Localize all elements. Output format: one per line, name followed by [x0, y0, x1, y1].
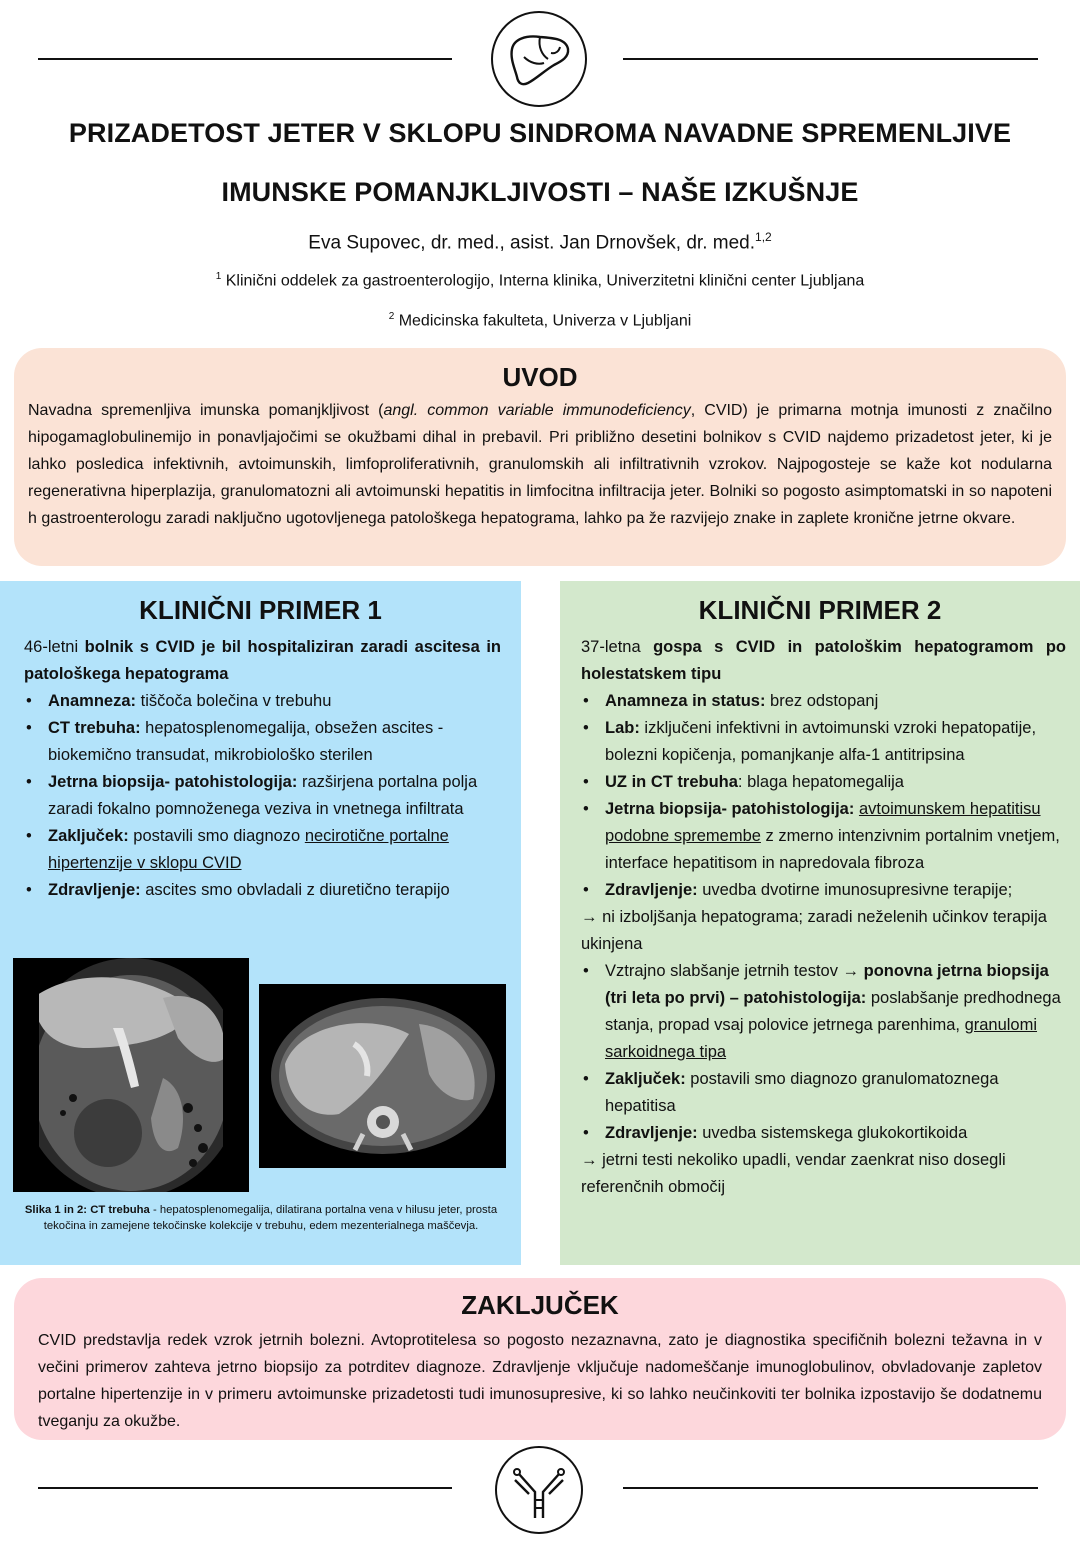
zakljucek-heading: ZAKLJUČEK — [461, 1290, 619, 1320]
uvod-text-a: Navadna spremenljiva imunska pomanjkljivost ( — [28, 402, 384, 419]
list-item — [24, 715, 501, 769]
case2-arrow-note-2: → jetrni testi nekoliko upadli, vendar zaenkrat niso dosegli referenčnih območij — [581, 1151, 1006, 1196]
item-text: tiščoča bolečina v trebuhu — [136, 692, 332, 710]
poster-title-line-1: PRIZADETOST JETER V SKLOPU SINDROMA NAVADNE SPREMENLJIVE — [68, 118, 1012, 148]
list-item — [581, 769, 1066, 796]
case2-section — [560, 581, 1080, 1265]
item-label: Zdravljenje: — [605, 1124, 698, 1142]
liver-icon — [491, 11, 587, 107]
item-label: Lab: — [605, 719, 640, 737]
item-label: Anamneza in status: — [605, 692, 766, 710]
authors — [0, 230, 1080, 254]
item-text: brez odstopanj — [765, 692, 879, 710]
item-text: uvedba dvotirne imunosupresivne terapije; — [697, 881, 1013, 899]
uvod-text-italic: angl. common variable immunodeficiency — [383, 402, 691, 419]
list-item — [581, 1120, 1066, 1147]
case2-heading: KLINIČNI PRIMER 2 — [698, 595, 942, 625]
case2-intro — [581, 634, 1066, 688]
item-text: : blaga hepatomegalija — [737, 773, 904, 791]
item-label: Zaključek: — [48, 827, 129, 845]
item-label: Jetrna biopsija- patohistologija: — [48, 773, 298, 791]
caption-label: Slika 1 in 2: CT trebuha — [24, 1204, 150, 1216]
item-label: Jetrna biopsija- patohistologija: — [605, 800, 855, 818]
item-text: Vztrajno slabšanje jetrnih testov → — [605, 962, 864, 980]
item-label: UZ in CT trebuha — [605, 773, 738, 791]
list-item — [581, 715, 1066, 769]
antibody-icon — [495, 1446, 583, 1534]
item-text: razširjena portalna polja zaradi fokalno pomnoženega veziva in vnetnega infiltrata — [48, 773, 478, 818]
footer-rule-left — [38, 1487, 452, 1489]
uvod-section — [14, 348, 1066, 566]
list-item — [581, 877, 1066, 904]
case2-list-2 — [581, 958, 1066, 1147]
uvod-heading: UVOD — [502, 362, 578, 392]
authors-names: Eva Supovec, dr. med., asist. Jan Drnovšek, dr. med. — [308, 232, 756, 254]
header-rule-left — [38, 58, 452, 60]
affiliation-1-mark: 1 — [215, 271, 222, 282]
item-label: Anamneza: — [48, 692, 137, 710]
case1-intro-bold: bolnik s CVID je bil hospitaliziran zaradi ascitesa in patološkega hepatograma — [24, 638, 501, 683]
affiliation-1 — [0, 271, 1080, 290]
uvod-text-b: , CVID) je primarna motnja imunosti z značilno hipogamaglobulinemijo in ponavljajočimi se okužbami dihal in prebavil. Pri približno desetini bolnikov s CVID najdemo prizadetost jeter, ki je lahko posledica infektivnih, avtoimunskih, limfoproliferativnih, granulomskih ali infiltrativnih vzrokov. Najpogosteje se kaže kot nodularna regenerativna hiperplazija, granulomatozni ali avtoimunski hepatitis in limfocitna infiltracija jeter. Bolniki so pogosto asimptomatski in so napoteni h gastroenterologu zaradi naključno ugotovljenega patološkega hepatograma, lahko pa že razvijejo znake in zaplete kronične jetrne okvare. — [28, 402, 1053, 527]
zakljucek-text: CVID predstavlja redek vzrok jetrnih bolezni. Avtoprotitelesa so pogosto nezaznavna, zato je diagnostika specifičnih bolezni težavna in v večini primerov zahteva jetrno biopsijo za potrditev diagnoze. Zdravljenje vključuje nadomeščanje imunoglobulinov, obvladovanje zapletov portalne hipertenzije in v primeru avtoimunske prizadetosti tudi imunosupresive, ki so lahko neučinkoviti ter bolnika izpostavijo še dodatnemu tveganju za okužbe. — [38, 1332, 1042, 1430]
item-text: hepatosplenomegalija, obsežen ascites - biokemično transudat, mikrobiološko sterilen — [48, 719, 444, 764]
affiliation-1-text: Klinični oddelek za gastroenterologijo, Interna klinika, Univerzitetni klinični center Ljubljana — [225, 272, 865, 290]
item-underlined: neciroti​čne portalne hipertenzije v sklopu CVID — [48, 827, 449, 872]
item-text: uvedba sistemskega glukokortikoida — [697, 1124, 968, 1142]
item-text: postavili smo diagnozo granulomatoznega hepatitisa — [605, 1070, 999, 1115]
list-item — [581, 1066, 1066, 1120]
zakljucek-section — [14, 1278, 1066, 1440]
ct-coronal-image — [13, 958, 249, 1192]
item-label: CT trebuha: — [48, 719, 141, 737]
figure-caption — [14, 1203, 508, 1234]
item-text: postavili smo diagnozo — [128, 827, 305, 845]
header-rule-right — [623, 58, 1038, 60]
case2-list-1 — [581, 688, 1066, 904]
list-item — [24, 769, 501, 823]
list-item — [581, 796, 1066, 877]
affiliation-2 — [0, 311, 1080, 330]
item-underlined: avtoimunskem hepatitisu podobne spremembe — [605, 800, 1041, 845]
authors-affil-marks: 1,2 — [755, 230, 772, 244]
poster-title-line-2: IMUNSKE POMANJKLJIVOSTI – NAŠE IZKUŠNJE — [221, 177, 859, 207]
list-item — [581, 958, 1066, 1066]
affiliation-2-mark: 2 — [388, 311, 395, 322]
uvod-text — [28, 397, 1052, 532]
list-item — [24, 688, 501, 715]
item-text-2: z zmerno intenzivnim portalnim vnetjem, interface hepatitisom in napredovala fibroza — [605, 827, 1060, 872]
footer-rule-right — [623, 1487, 1038, 1489]
case1-heading: KLINIČNI PRIMER 1 — [139, 595, 382, 625]
item-underlined: granulomi sarkoidnega tipa — [605, 1016, 1038, 1061]
item-label: Zdravljenje: — [48, 881, 141, 899]
list-item — [24, 877, 501, 904]
case2-arrow-note-1: → ni izboljšanja hepatograma; zaradi neželenih učinkov terapija ukinjena — [581, 908, 1047, 953]
case1-intro — [24, 634, 501, 688]
caption-text: - hepatosplenomegalija, dilatirana portalna vena v hilusu jeter, prosta tekočina in zamejene tekočinske kolekcije v trebuhu, edem mezenterialnega maščevja. — [43, 1204, 498, 1232]
item-label: Zaključek: — [605, 1070, 686, 1088]
list-item — [581, 688, 1066, 715]
item-text-2: poslabšanje predhodnega stanja, propad vsaj polovice jetrnega parenhima, — [605, 989, 1061, 1034]
list-item — [24, 823, 501, 877]
case2-intro-bold: gospa s CVID in patološkim hepatogramom po holestatskem tipu — [581, 638, 1067, 683]
case1-list — [24, 688, 501, 904]
ct-axial-image — [259, 984, 506, 1168]
case1-intro-a: 46-letni — [24, 638, 85, 656]
item-label: ponovna jetrna biopsija (tri leta po prvi) – patohistologija: — [605, 962, 1049, 1007]
item-label: Zdravljenje: — [605, 881, 698, 899]
item-text: izključeni infektivni in avtoimunski vzroki hepatopatije, bolezni kopičenja, pomanjkanje alfa-1 antitripsina — [605, 719, 1037, 764]
case2-intro-a: 37-letna — [581, 638, 654, 656]
affiliation-2-text: Medicinska fakulteta, Univerza v Ljubljani — [398, 312, 692, 330]
item-text: ascites smo obvladali z diuretično terapijo — [140, 881, 450, 899]
